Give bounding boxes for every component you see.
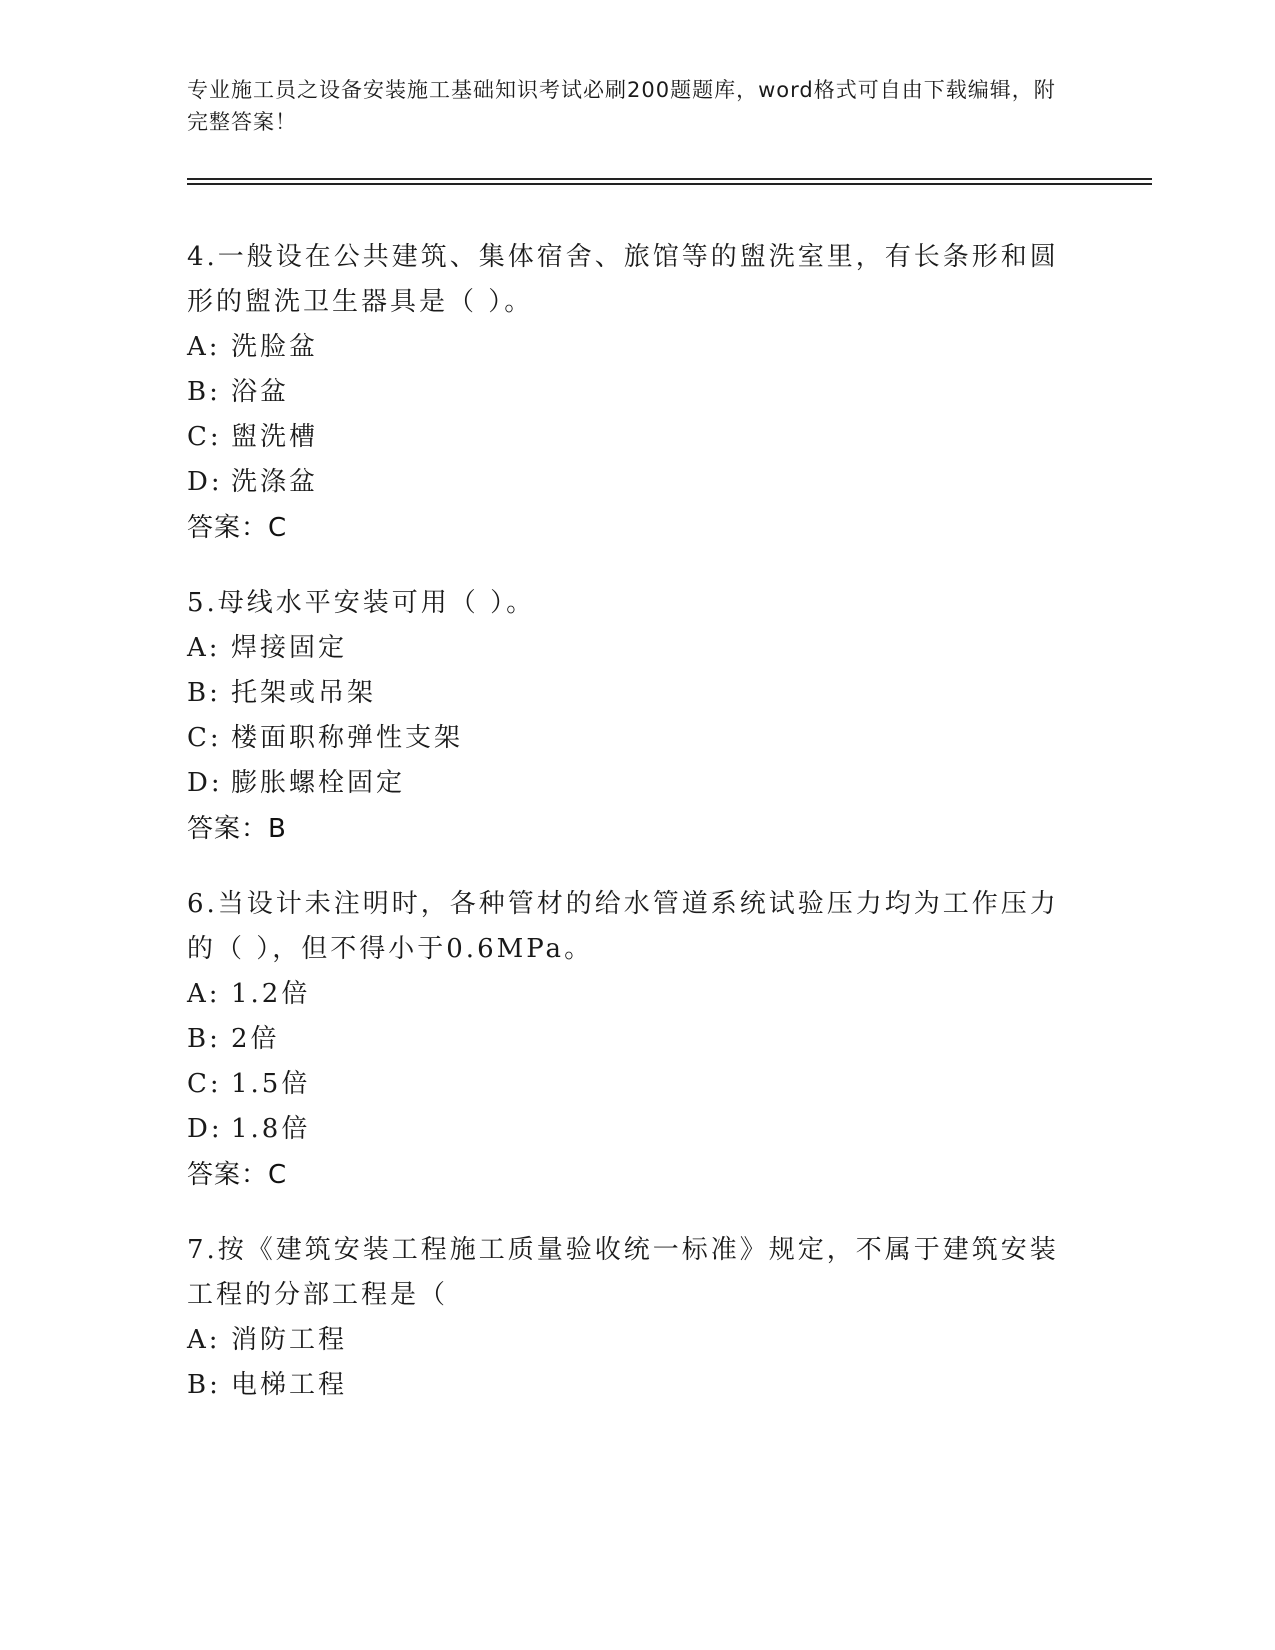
- option-text: 电梯工程: [231, 1370, 348, 1400]
- option-text: 楼面职称弹性支架: [231, 723, 464, 753]
- option-a: [187, 626, 1067, 671]
- option-text: 2倍: [231, 1024, 280, 1054]
- option-key: D:: [187, 467, 223, 497]
- question-list: [187, 235, 1067, 1438]
- question-item: [187, 581, 1067, 852]
- option-key: D:: [187, 768, 223, 798]
- option-key: A:: [187, 1325, 221, 1355]
- option-text: 洗脸盆: [231, 332, 319, 362]
- option-text: 1.8倍: [231, 1114, 311, 1144]
- question-text: 7.按《建筑安装工程施工质量验收统一标准》规定，不属于建筑安装工程的分部工程是（: [187, 1235, 1059, 1310]
- answer-line: 答案：C: [187, 1160, 288, 1190]
- option-b: [187, 1363, 1067, 1408]
- option-key: C:: [187, 422, 222, 452]
- option-text: 消防工程: [231, 1325, 348, 1355]
- option-a: [187, 972, 1067, 1017]
- option-text: 盥洗槽: [231, 422, 319, 452]
- answer-line: 答案：B: [187, 814, 287, 844]
- question-item: [187, 882, 1067, 1198]
- question-item: [187, 235, 1067, 551]
- option-key: B:: [187, 1370, 221, 1400]
- option-text: 托架或吊架: [231, 678, 377, 708]
- option-key: A:: [187, 979, 221, 1009]
- option-key: A:: [187, 633, 221, 663]
- option-text: 浴盆: [231, 377, 290, 407]
- option-key: B:: [187, 678, 221, 708]
- option-key: B:: [187, 1024, 221, 1054]
- option-b: [187, 1017, 1067, 1062]
- option-key: B:: [187, 377, 221, 407]
- option-text: 焊接固定: [231, 633, 348, 663]
- header-divider-bottom: [187, 183, 1152, 185]
- option-text: 膨胀螺栓固定: [231, 768, 406, 798]
- answer-line: 答案：C: [187, 513, 288, 543]
- option-d: [187, 1107, 1067, 1152]
- option-key: C:: [187, 1069, 222, 1099]
- question-text: 4.一般设在公共建筑、集体宿舍、旅馆等的盥洗室里，有长条形和圆形的盥洗卫生器具是（ ）。: [187, 242, 1059, 317]
- option-c: [187, 415, 1067, 460]
- option-text: 1.5倍: [231, 1069, 311, 1099]
- option-text: 洗涤盆: [231, 467, 319, 497]
- option-b: [187, 671, 1067, 716]
- question-text: 5.母线水平安装可用（ ）。: [187, 588, 536, 618]
- option-text: 1.2倍: [231, 979, 311, 1009]
- option-key: C:: [187, 723, 222, 753]
- option-b: [187, 370, 1067, 415]
- question-text: 6.当设计未注明时，各种管材的给水管道系统试验压力均为工作压力的（ ），但不得小于0.6MPa。: [187, 889, 1059, 964]
- header-divider-top: [187, 178, 1152, 180]
- option-c: [187, 716, 1067, 761]
- document-header: 专业施工员之设备安装施工基础知识考试必刷200题题库，word格式可自由下载编辑，附完整答案！: [187, 78, 1056, 134]
- option-d: [187, 460, 1067, 505]
- option-a: [187, 1318, 1067, 1363]
- option-c: [187, 1062, 1067, 1107]
- question-item: [187, 1228, 1067, 1408]
- option-d: [187, 761, 1067, 806]
- option-key: D:: [187, 1114, 223, 1144]
- option-a: [187, 325, 1067, 370]
- option-key: A:: [187, 332, 221, 362]
